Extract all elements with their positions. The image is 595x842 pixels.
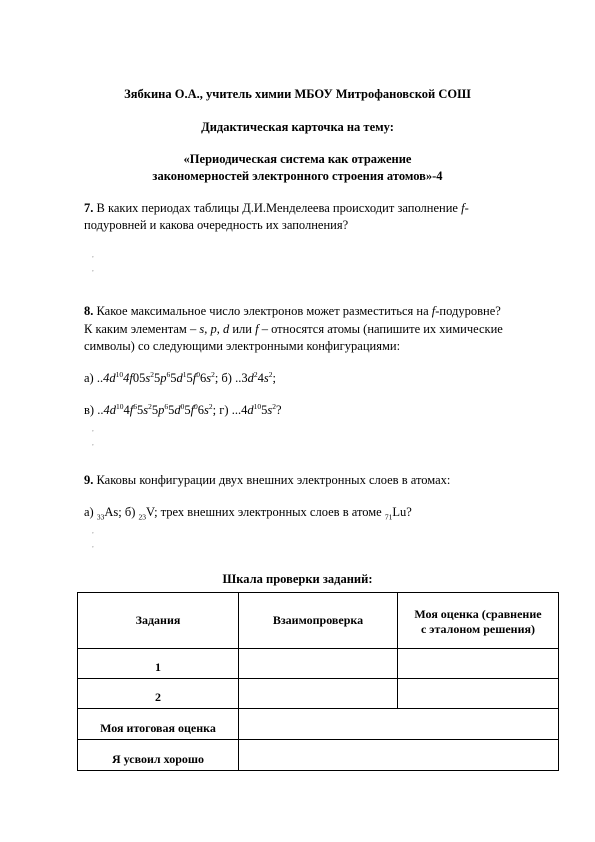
question-8-options-vg (84, 403, 282, 418)
margin-mark: , (92, 251, 94, 259)
card-title: Дидактическая карточка на тему: (201, 120, 394, 134)
topic-line-2: закономерностей электронного строения атомов»-4 (152, 169, 443, 183)
question-8-number: 8. (84, 304, 94, 318)
peer-cell-1 (239, 649, 398, 679)
check-scale-title: Шкала проверки заданий: (222, 572, 373, 586)
author-line: Зябкина О.А., учитель химии МБОУ Митрофановской СОШ (124, 87, 471, 101)
question-7-number: 7. (84, 201, 94, 215)
question-9-line-1 (84, 473, 450, 488)
self-cell-2 (397, 679, 558, 709)
question-9-line-2: а) $_{33}$As; б) $_{23}$V; трех внешних электронных слоев в атоме $_{71}$Lu? (84, 505, 412, 522)
margin-mark: , (92, 439, 94, 447)
margin-mark: , (92, 541, 94, 549)
margin-mark: , (92, 425, 94, 433)
header-tasks: Задания (78, 593, 239, 649)
question-8-text-1: Какое максимальное число электронов может разместиться на f-подуровне? (96, 304, 501, 318)
option-v: в) $..4d^{10}4f^65s^25p^65d^05f^06s^2$; (84, 401, 217, 417)
margin-mark: , (92, 527, 94, 535)
question-7-line-2: подуровней и какова очередность их заполнения? (84, 218, 349, 232)
learned-well-label: Я усвоил хорошо (78, 740, 239, 771)
option-a: а) $..4d^{10}4f05s^25p^65d^15f^06s^2$; (84, 369, 219, 385)
header-self-line-1: Моя оценка (сравнение (414, 606, 542, 621)
question-9-text-1: Каковы конфигурации двух внешних электронных слоев в атомах: (96, 473, 451, 487)
question-7-line-1 (84, 201, 469, 216)
task-1-cell: 1 (78, 649, 239, 679)
header-self-assessment (397, 593, 558, 649)
question-8-line-2: К каким элементам – s, p, d или f – относятся атомы (напишите их химические (84, 322, 503, 336)
table-row (78, 709, 559, 740)
final-grade-cell (239, 709, 559, 740)
task-2-cell: 2 (78, 679, 239, 709)
check-table (77, 592, 559, 771)
header-self-line-2: с эталоном решения) (420, 621, 535, 636)
final-grade-label: Моя итоговая оценка (78, 709, 239, 740)
question-8-line-1 (84, 304, 501, 319)
table-row (78, 649, 559, 679)
table-row (78, 679, 559, 709)
question-7-text-1: В каких периодах таблицы Д.И.Менделеева происходит заполнение f- (96, 201, 469, 215)
self-cell-1 (397, 649, 558, 679)
option-b: б) $..3d^24s^2$; (221, 369, 276, 385)
table-row (78, 740, 559, 771)
learned-well-cell (239, 740, 559, 771)
option-g: г) $...4d^{10}5s^2$? (219, 401, 282, 417)
table-header-row (78, 593, 559, 649)
topic-line-1: «Периодическая система как отражение (183, 152, 412, 166)
header-peer-check: Взаимопроверка (239, 593, 398, 649)
peer-cell-2 (239, 679, 398, 709)
question-8-options-ab (84, 371, 276, 386)
question-8-line-3: символы) со следующими электронными конфигурациями: (84, 339, 401, 353)
question-9-number: 9. (84, 473, 94, 487)
margin-mark: , (92, 265, 94, 273)
